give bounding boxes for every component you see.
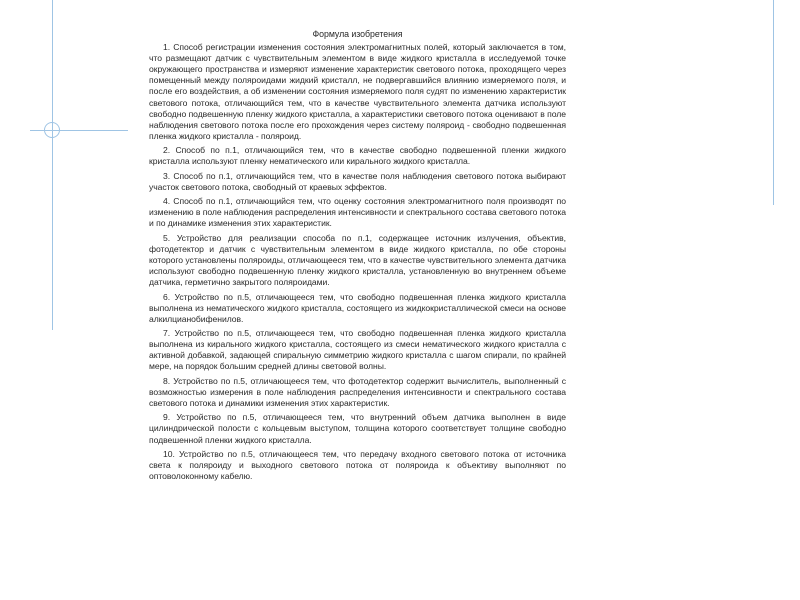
- claim-9: 9. Устройство по п.5, отличающееся тем, что внутренний объем датчика выполнен в виде цилиндрической полости с кольцевым выступом, толщина которого соответствует толщине свободно подвешенной пленки жидкого кристалла.: [149, 412, 566, 445]
- claim-3: 3. Способ по п.1, отличающийся тем, что в качестве поля наблюдения светового потока выбирают участок светового потока, свободный от краевых эффектов.: [149, 170, 566, 192]
- crop-mark-circle: [44, 122, 60, 138]
- claim-5: 5. Устройство для реализации способа по п.1, содержащее источник излучения, объектив, фотодетектор и датчик с чувствительным элементом в виде жидкого кристалла, по обе стороны которого установлены поляроиды, отличающееся тем, что в качестве чувствительного элемента датчика используют свободно подвешенную пленку жидкого кристалла, установленную во внутреннем объеме датчика, герметично закрытого поляроидами.: [149, 232, 566, 288]
- margin-guide-right-vertical: [773, 0, 774, 205]
- claim-1: 1. Способ регистрации изменения состояния электромагнитных полей, который заключается в том, что размещают датчик с чувствительным элементом в виде жидкого кристалла в исследуемой точке окружающего пространства и измеряют изменение характеристик светового потока, проходящего через помещенный между поляроидами жидкий кристалл, не подвергавшийся влиянию измеряемого поля, и после его воздействия, а об изменении состояния измеряемого поля судят по изменению характеристик светового потока, отличающийся тем, что в качестве чувствительного элемента датчика используют свободно подвешенную пленку жидкого кристалла, а характеристики светового потока оценивают в поле наблюдения светового потока после его прохождения через систему поляроид - свободно подвешенная пленка жидкого кристалла - поляроид.: [149, 42, 566, 141]
- patent-claims-document: [149, 29, 566, 486]
- claim-10: 10. Устройство по п.5, отличающееся тем, что передачу входного светового потока от источника света к поляроиду и выходного светового потока от поляроида к объективу выполняют по оптоволоконному кабелю.: [149, 448, 566, 482]
- claim-7: 7. Устройство по п.5, отличающееся тем, что свободно подвешенная пленка жидкого кристалла выполнена из кирального жидкого кристалла, состоящего из смеси нематического жидкого кристалла с активной добавкой, задающей спиральную симметрию жидкого кристалла с шагом спирали, по крайней мере, на порядок большим средней длины световой волны.: [149, 328, 566, 372]
- claim-4: 4. Способ по п.1, отличающийся тем, что оценку состояния электромагнитного поля производят по изменению в поле наблюдения распределения интенсивности и спектрального состава светового потока и по динамике изменения этих характеристик.: [149, 196, 566, 229]
- claim-8: 8. Устройство по п.5, отличающееся тем, что фотодетектор содержит вычислитель, выполненный с возможностью измерения в поле наблюдения распределения интенсивности и спектрального состава светового потока и динамики изменения этих характеристик.: [149, 375, 566, 408]
- margin-guide-left-vertical: [52, 0, 53, 330]
- document-title: Формула изобретения: [312, 29, 403, 39]
- claim-2: 2. Способ по п.1, отличающийся тем, что в качестве свободно подвешенной пленки жидкого кристалла используют пленку нематического или кирального жидкого кристалла.: [149, 145, 566, 167]
- claim-6: 6. Устройство по п.5, отличающееся тем, что свободно подвешенная пленка жидкого кристалла выполнена из нематического жидкого кристалла, состоящего из жидкокристаллической смеси на основе алкилцианобифенилов.: [149, 291, 566, 324]
